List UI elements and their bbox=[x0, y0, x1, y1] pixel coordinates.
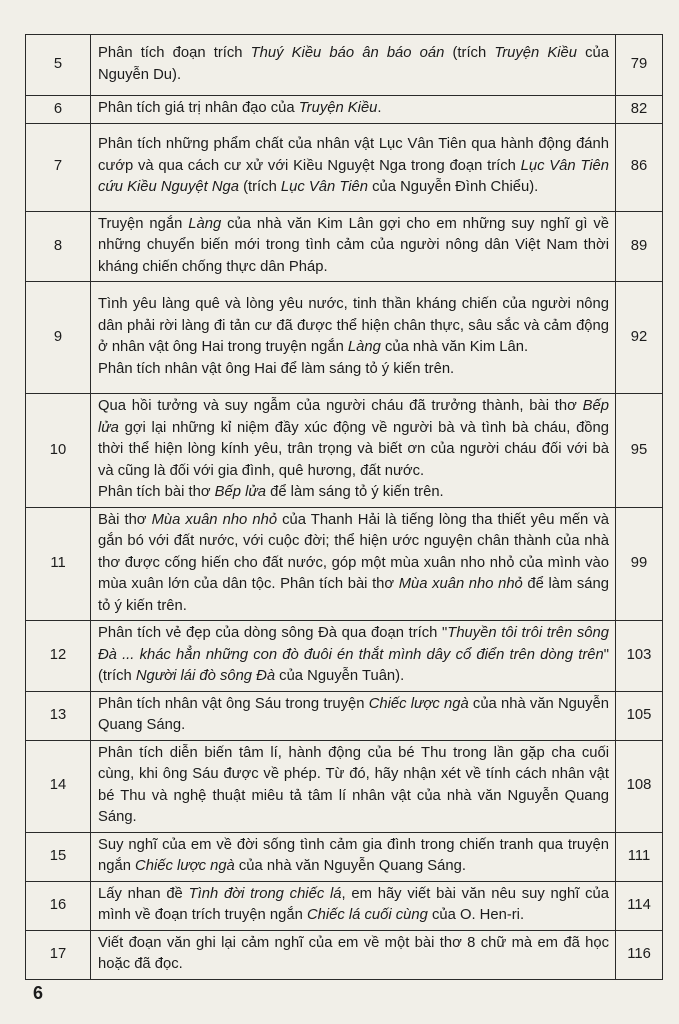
table-row bbox=[26, 35, 663, 96]
toc-body bbox=[26, 35, 663, 980]
italic-title-segment: Tình đời trong chiếc lá bbox=[188, 885, 342, 902]
title-segment: của nhà văn Nguyễn Quang Sáng. bbox=[234, 858, 466, 874]
italic-title-segment: Mùa xuân nho nhỏ bbox=[151, 511, 278, 528]
page-ref: 108 bbox=[616, 740, 663, 832]
title-segment: Viết đoạn văn ghi lại cảm nghĩ của em về một bài thơ 8 chữ mà em đã học hoặc đã đọc. bbox=[98, 934, 609, 972]
page-ref: 89 bbox=[616, 211, 663, 282]
table-row bbox=[26, 96, 663, 124]
lesson-number: 9 bbox=[26, 282, 91, 394]
italic-title-segment: Làng bbox=[188, 215, 222, 232]
title-segment: Qua hồi tưởng và suy ngẫm của người cháu đã trưởng thành, bài thơ bbox=[98, 398, 583, 414]
page-ref: 111 bbox=[616, 832, 663, 881]
title-segment: của nhà văn Kim Lân gợi cho em những suy nghĩ gì về những chuyển biến mới trong tình cảm của người nông dân Việt Nam thời kháng chiến chống thực dân Pháp. bbox=[98, 215, 609, 275]
page-ref: 86 bbox=[616, 123, 663, 211]
lesson-title bbox=[91, 930, 616, 979]
title-segment: của Nguyễn Đình Chiểu). bbox=[367, 179, 539, 196]
lesson-title bbox=[91, 96, 616, 124]
table-row bbox=[26, 282, 663, 394]
page-ref: 114 bbox=[616, 881, 663, 930]
lesson-title bbox=[91, 394, 616, 508]
lesson-number: 8 bbox=[26, 211, 91, 282]
title-segment: để làm sáng tỏ ý kiến trên. bbox=[266, 484, 444, 500]
title-segment: để làm sáng tỏ ý kiến trên. bbox=[98, 576, 609, 614]
page-ref: 95 bbox=[616, 394, 663, 508]
title-segment: của Thanh Hải là tiếng lòng tha thiết yêu mến và gắn bó với đất nước, với cuộc đời; thể hiện ước nguyện chân thành của nhà thơ được cống hiến cho đất nước, góp một mùa xuân nho nhỏ của mình vào mùa xuân lớn của dân tộc. Phân tích bài thơ bbox=[98, 511, 609, 592]
title-segment: Phân tích giá trị nhân đạo của bbox=[98, 100, 299, 116]
italic-title-segment: Chiếc lược ngà bbox=[368, 695, 469, 712]
title-segment: (trích bbox=[444, 45, 495, 61]
lesson-title bbox=[91, 123, 616, 211]
table-row bbox=[26, 123, 663, 211]
lesson-title bbox=[91, 691, 616, 740]
lesson-title bbox=[91, 832, 616, 881]
page-ref: 82 bbox=[616, 96, 663, 124]
title-segment: Suy nghĩ của em về đời sống tình cảm gia đình trong chiến tranh qua truyện ngắn bbox=[98, 836, 609, 874]
lesson-title bbox=[91, 282, 616, 394]
lesson-number: 11 bbox=[26, 507, 91, 621]
italic-title-segment: Thuyền tôi trôi trên sông Đà ... khác hẳn những con đò đuôi én thắt mình dây cổ điển trên dòng trên bbox=[98, 625, 609, 663]
italic-title-segment: Lục Vân Tiên bbox=[280, 179, 368, 196]
title-segment: Phân tích những phẩm chất của nhân vật Lục Vân Tiên qua hành động đánh cướp và qua cách cư xử với Kiều Nguyệt Nga trong đoạn trích bbox=[98, 136, 609, 174]
lesson-title bbox=[91, 621, 616, 692]
page-ref: 103 bbox=[616, 621, 663, 692]
lesson-number: 16 bbox=[26, 881, 91, 930]
title-segment: Truyện ngắn bbox=[98, 215, 189, 232]
title-segment: của Nguyễn Tuân). bbox=[275, 668, 405, 684]
italic-title-segment: Mùa xuân nho nhỏ bbox=[398, 576, 523, 592]
italic-title-segment: Truyện Kiều bbox=[298, 100, 378, 116]
table-row bbox=[26, 740, 663, 832]
table-row bbox=[26, 832, 663, 881]
title-segment: Phân tích vẻ đẹp của dòng sông Đà qua đoạn trích " bbox=[98, 625, 448, 641]
title-segment: Lấy nhan đề bbox=[98, 885, 189, 902]
table-row bbox=[26, 930, 663, 979]
italic-title-segment: Truyện Kiều bbox=[494, 45, 578, 61]
page-ref: 116 bbox=[616, 930, 663, 979]
italic-title-segment: Chiếc lá cuối cùng bbox=[306, 907, 428, 923]
title-segment: . bbox=[377, 100, 382, 116]
title-segment: của Nguyễn Du). bbox=[98, 45, 610, 83]
lesson-number: 12 bbox=[26, 621, 91, 692]
lesson-title bbox=[91, 881, 616, 930]
italic-title-segment: Chiếc lược ngà bbox=[135, 858, 235, 874]
table-row bbox=[26, 881, 663, 930]
title-segment: gợi lại những kỉ niệm đầy xúc động về người bà và tình bà cháu, đồng thời thể hiện lòng kính yêu, trân trọng và biết ơn của người cháu đối với bà và cũng là đối với gia đình, quê hương, đất nước. bbox=[98, 419, 609, 479]
page-number: 6 bbox=[33, 983, 44, 1003]
table-of-contents bbox=[25, 34, 663, 980]
title-segment: của O. Hen-ri. bbox=[427, 907, 525, 923]
lesson-title bbox=[91, 740, 616, 832]
lesson-number: 15 bbox=[26, 832, 91, 881]
lesson-title bbox=[91, 35, 616, 96]
lesson-number: 14 bbox=[26, 740, 91, 832]
table-row bbox=[26, 507, 663, 621]
title-segment: , em hãy viết bài văn nêu suy nghĩ của mình về đoạn trích truyện ngắn bbox=[98, 885, 609, 923]
title-segment: Phân tích nhân vật ông Sáu trong truyện bbox=[98, 695, 369, 712]
lesson-number: 7 bbox=[26, 123, 91, 211]
lesson-number: 5 bbox=[26, 35, 91, 96]
lesson-number: 13 bbox=[26, 691, 91, 740]
lesson-number: 17 bbox=[26, 930, 91, 979]
title-segment: Bài thơ bbox=[98, 511, 152, 528]
lesson-title bbox=[91, 507, 616, 621]
title-segment: Tình yêu làng quê và lòng yêu nước, tinh thần kháng chiến của người nông dân phải rời làng đi tản cư đã được thể hiện chân thực, sâu sắc và cảm động ở nhân vật ông Hai trong truyện ngắn bbox=[98, 296, 609, 355]
italic-title-segment: Bếp lửa bbox=[214, 484, 266, 500]
title-segment: (trích bbox=[238, 179, 281, 196]
italic-title-segment: Người lái đò sông Đà bbox=[135, 668, 276, 684]
page-ref: 99 bbox=[616, 507, 663, 621]
title-segment: " (trích bbox=[98, 646, 609, 684]
italic-title-segment: Bếp lửa bbox=[98, 398, 609, 436]
title-segment: của nhà văn Nguyễn Quang Sáng. bbox=[98, 695, 609, 733]
title-segment: Phân tích bài thơ bbox=[98, 484, 215, 500]
italic-title-segment: Lục Vân Tiên cứu Kiều Nguyệt Nga bbox=[98, 157, 609, 196]
page-ref: 79 bbox=[616, 35, 663, 96]
lesson-number: 10 bbox=[26, 394, 91, 508]
table-row bbox=[26, 621, 663, 692]
lesson-number: 6 bbox=[26, 96, 91, 124]
table-row bbox=[26, 211, 663, 282]
title-segment: của nhà văn Kim Lân. bbox=[380, 339, 529, 355]
title-segment: Phân tích nhân vật ông Hai để làm sáng tỏ ý kiến trên. bbox=[98, 360, 455, 377]
italic-title-segment: Làng bbox=[347, 339, 381, 355]
title-segment: Phân tích đoạn trích bbox=[98, 45, 251, 61]
title-segment: Phân tích diễn biến tâm lí, hành động của bé Thu trong lần gặp cha cuối cùng, khi ông Sáu được về phép. Từ đó, hãy nhận xét về tính cách nhân vật bé Thu và nghệ thuật miêu tả tâm lí nhân vật của nhà văn Nguyễn Quang Sáng. bbox=[98, 744, 609, 825]
page-ref: 105 bbox=[616, 691, 663, 740]
page-ref: 92 bbox=[616, 282, 663, 394]
table-row bbox=[26, 691, 663, 740]
table-row bbox=[26, 394, 663, 508]
italic-title-segment: Thuý Kiều báo ân báo oán bbox=[250, 45, 445, 61]
lesson-title bbox=[91, 211, 616, 282]
